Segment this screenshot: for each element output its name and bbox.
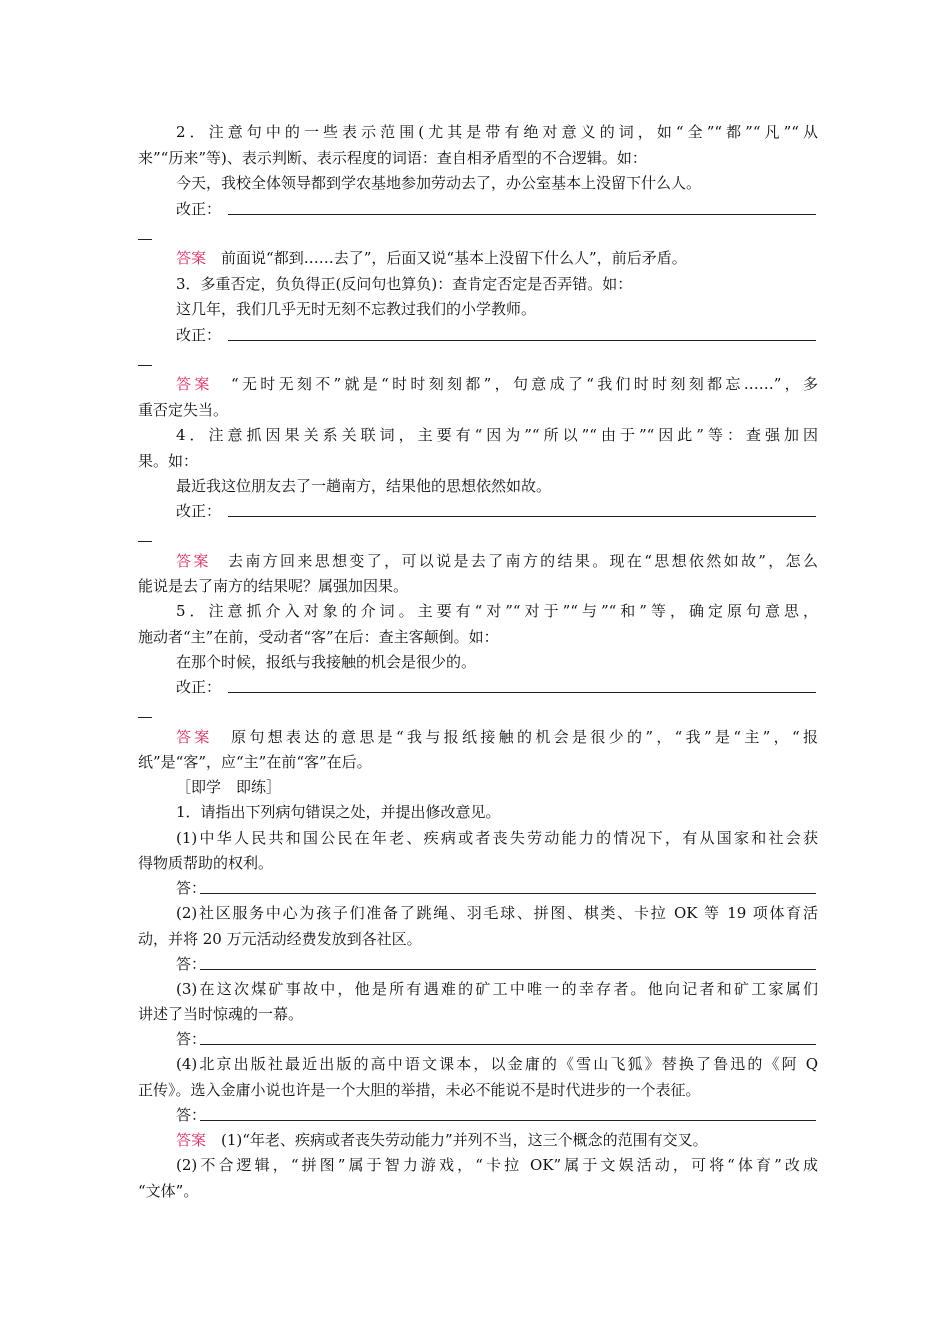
item-3-line-2: 讲述了当时惊魂的一幕。: [138, 1005, 304, 1023]
correction-answer-line[interactable]: [228, 340, 816, 341]
answer-line[interactable]: [200, 1120, 816, 1121]
point-4-example: 最近我这位朋友去了一趟南方，结果他的思想依然如故。: [176, 477, 552, 495]
answer-line[interactable]: [200, 969, 816, 970]
answer-label: 答案: [176, 375, 213, 393]
point-2-example: 今天，我校全体领导都到学农基地参加劳动去了，办公室基本上没留下什么人。: [176, 174, 702, 192]
point-4-correction-row: [176, 501, 816, 521]
practice-question-1: 1．请指出下列病句错误之处，并提出修改意见。: [176, 803, 501, 821]
answer-label: 答案: [176, 552, 211, 570]
correction-label: 改正：: [176, 200, 222, 218]
line-continuation-dash: [138, 541, 152, 542]
point-4-line-1: 4．注意抓因果关系关联词，主要有“因为”“所以”“由于”“因此”等：查强加因: [176, 426, 818, 444]
line-continuation-dash: [138, 239, 152, 240]
correction-label: 改正：: [176, 678, 222, 696]
point-2-correction-row: [176, 199, 816, 219]
correction-label: 改正：: [176, 326, 222, 344]
item-2-line-1: (2)社区服务中心为孩子们准备了跳绳、羽毛球、拼图、棋类、卡拉 OK 等 19 项体育活: [176, 904, 818, 922]
point-3-answer-line-1: [176, 374, 818, 394]
point-5-answer-line-1: [176, 727, 818, 747]
point-2-line-1: 2．注意句中的一些表示范围(尤其是带有绝对意义的词，如“全”“都”“凡”“从: [176, 123, 818, 141]
correction-answer-line[interactable]: [228, 516, 816, 517]
answer-label: 答案: [176, 249, 207, 267]
item-1-answer-row: [176, 878, 816, 898]
answer-prompt-label: 答：: [176, 879, 207, 897]
point-5-answer-line-2: 纸”是“客”，应“主”在前“客”在后。: [138, 753, 372, 771]
item-4-line-1: (4)北京出版社最近出版的高中语文课本，以金庸的《雪山飞狐》替换了鲁迅的《阿 Q: [176, 1055, 818, 1073]
point-4-answer-line-2: 能说是去了南方的结果呢？属强加因果。: [138, 577, 409, 595]
item-1-line-2: 得物质帮助的权利。: [138, 854, 274, 872]
answer-text: “无时无刻不”就是“时时刻刻都”，句意成了“我们时时刻刻都忘……”，多: [230, 375, 818, 393]
correction-label: 改正：: [176, 502, 222, 520]
item-4-answer-row: [176, 1105, 816, 1125]
correction-answer-line[interactable]: [228, 214, 816, 215]
item-4-line-2: 正传》。选入金庸小说也许是一个大胆的举措，未必不能说不是时代进步的一个表征。: [138, 1081, 701, 1099]
point-5-correction-row: [176, 677, 816, 697]
practice-heading: ［即学 即练］: [176, 778, 282, 796]
item-3-line-1: (3)在这次煤矿事故中，他是所有遇难的矿工中唯一的幸存者。他向记者和矿工家属们: [176, 980, 818, 998]
item-3-answer-row: [176, 1029, 816, 1049]
point-5-example: 在那个时候，报纸与我接触的机会是很少的。: [176, 653, 477, 671]
point-4-line-2: 果。如：: [138, 452, 199, 470]
answer-prompt-label: 答：: [176, 1030, 207, 1048]
answer-prompt-label: 答：: [176, 1106, 207, 1124]
point-5-line-1: 5．注意抓介入对象的介词。主要有“对”“对于”“与”“和”等，确定原句意思，: [176, 602, 818, 620]
answer-line[interactable]: [200, 893, 816, 894]
answer-text: (1)“年老、疾病或者丧失劳动能力”并列不当，这三个概念的范围有交叉。: [221, 1131, 708, 1149]
line-continuation-dash: [138, 717, 152, 718]
correction-answer-line[interactable]: [228, 692, 816, 693]
point-3-correction-row: [176, 325, 816, 345]
point-2-answer: [176, 248, 818, 268]
line-continuation-dash: [138, 365, 152, 366]
answer-prompt-label: 答：: [176, 955, 207, 973]
answer-line[interactable]: [200, 1044, 816, 1045]
practice-answer-line-3: “文体”。: [138, 1182, 199, 1200]
answer-text: 去南方回来思想变了，可以说是去了南方的结果。现在“思想依然如故”，怎么: [228, 552, 818, 570]
item-1-line-1: (1)中华人民共和国公民在年老、疾病或者丧失劳动能力的情况下，有从国家和社会获: [176, 829, 818, 847]
item-2-answer-row: [176, 954, 816, 974]
practice-answer-line-2: (2)不合逻辑，“拼图”属于智力游戏，“卡拉 OK”属于文娱活动，可将“体育”改成: [176, 1156, 818, 1174]
point-5-line-2: 施动者“主”在前，受动者“客”在后：查主客颠倒。如：: [138, 628, 499, 646]
answer-text: 原句想表达的意思是“我与报纸接触的机会是很少的”，“我”是“主”，“报: [231, 728, 818, 746]
answer-label: 答案: [176, 728, 213, 746]
answer-text: 前面说“都到……去了”，后面又说“基本上没留下什么人”，前后矛盾。: [221, 249, 687, 267]
practice-answer-line-1: [176, 1130, 818, 1150]
point-4-answer-line-1: [176, 551, 818, 571]
point-3-line-1: 3．多重否定，负负得正(反问句也算负)：查肯定否定是否弄错。如：: [176, 275, 633, 293]
point-2-line-2: 来”“历来”等)、表示判断、表示程度的词语：查自相矛盾型的不合逻辑。如：: [138, 149, 647, 167]
point-3-answer-line-2: 重否定失当。: [138, 401, 229, 419]
item-2-line-2: 动，并将 20 万元活动经费发放到各社区。: [138, 930, 422, 948]
point-3-example: 这几年，我们几乎无时无刻不忘教过我们的小学教师。: [176, 300, 537, 318]
answer-label: 答案: [176, 1131, 207, 1149]
